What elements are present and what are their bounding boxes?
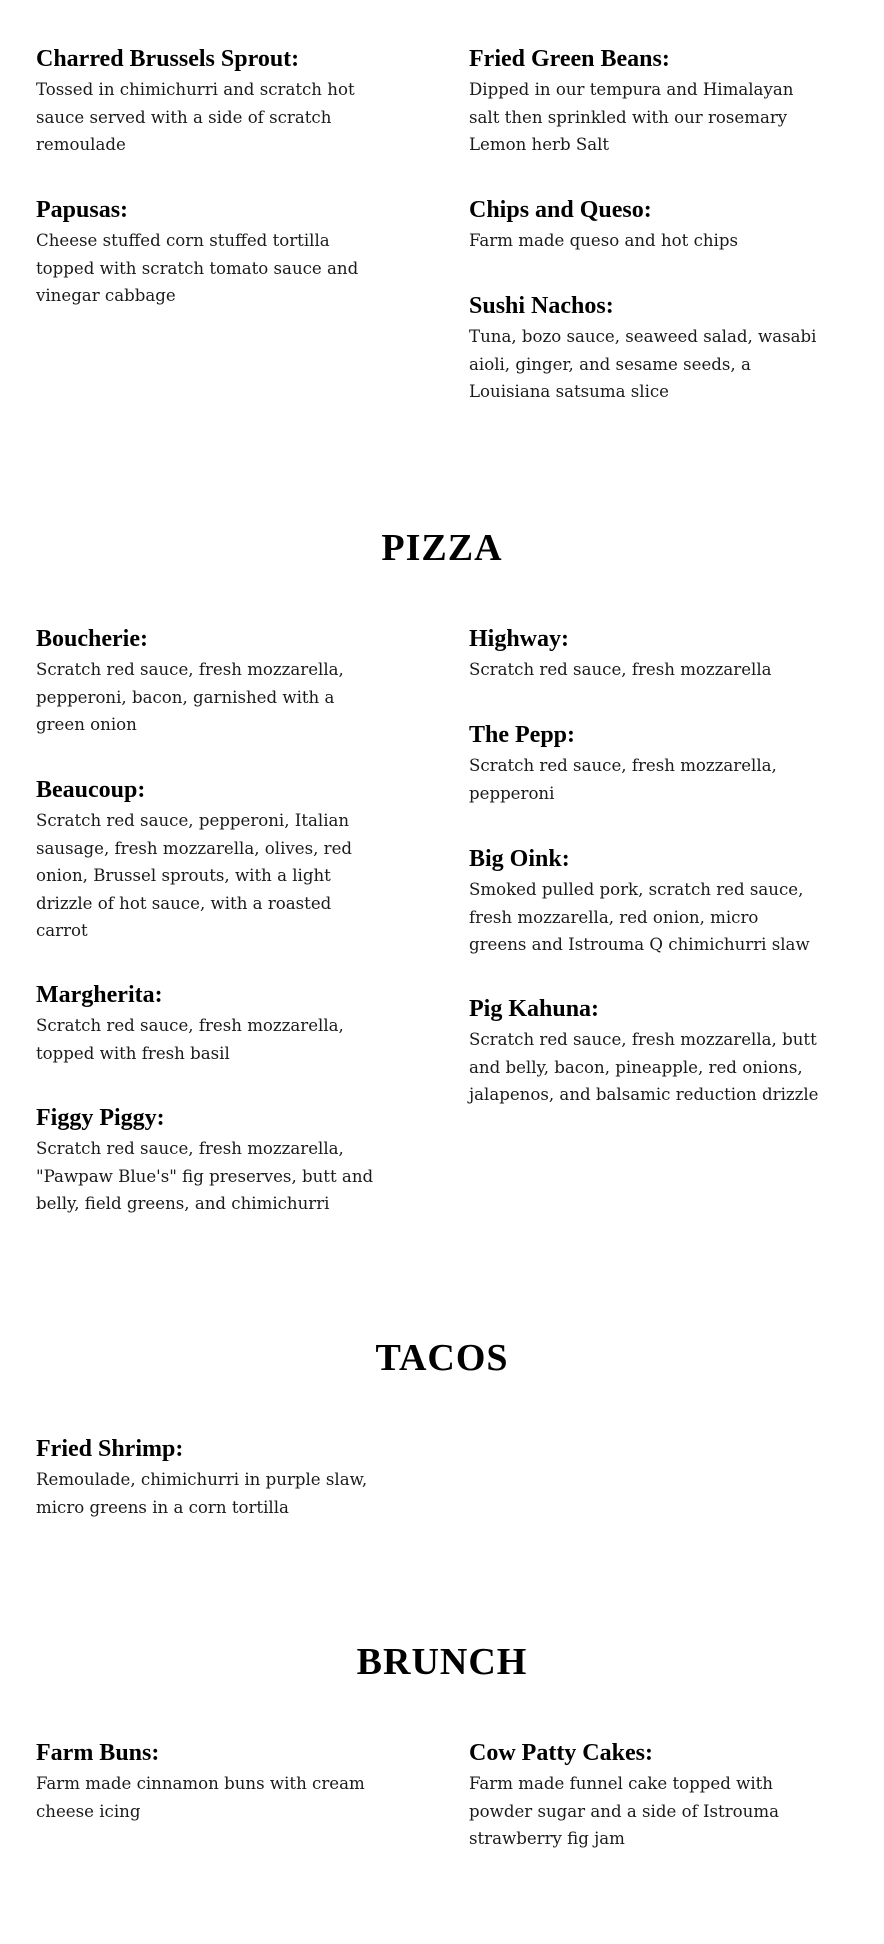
item-description: Scratch red sauce, fresh mozzarella, "Pawpaw Blue's" fig preserves, butt and belly, field greens, and chimichurri [36,1139,374,1213]
menu-item-big-oink [469,844,819,959]
item-description: Cheese stuffed corn stuffed tortilla topped with scratch tomato sauce and vinegar cabbage [36,231,359,305]
item-description: Scratch red sauce, fresh mozzarella, pepperoni, bacon, garnished with a green onion [36,660,344,734]
menu-item-boucherie [36,624,376,739]
menu-item-figgy-piggy [36,1103,376,1218]
menu-item-papusas [36,195,376,310]
item-description: Tossed in chimichurri and scratch hot sauce served with a side of scratch remoulade [36,80,355,154]
menu-item-farm-buns [36,1738,376,1825]
item-name: Cow Patty Cakes: [469,1740,653,1766]
item-name: Margherita: [36,982,163,1008]
menu-item-margherita [36,980,376,1067]
item-description: Smoked pulled pork, scratch red sauce, fresh mozzarella, red onion, micro greens and Istrouma Q chimichurri slaw [469,880,810,954]
section-title-brunch: BRUNCH [356,1641,528,1683]
section-title-pizza: PIZZA [381,527,503,569]
item-name: Papusas: [36,197,129,223]
menu-item-fried-shrimp [36,1434,376,1521]
item-name: Pig Kahuna: [469,996,600,1022]
menu-item-chips-and-queso [469,195,819,255]
item-name: Boucherie: [36,626,148,652]
item-name: Beaucoup: [36,777,146,803]
item-name: Big Oink: [469,846,570,872]
item-description: Scratch red sauce, pepperoni, Italian sausage, fresh mozzarella, olives, red onion, Brussel sprouts, with a light drizzle of hot sauce, with a roasted carrot [36,811,353,940]
item-description: Farm made cinnamon buns with cream cheese icing [36,1774,365,1821]
menu-item-charred-brussels-sprout [36,44,376,159]
menu-item-the-pepp [469,720,819,807]
item-description: Scratch red sauce, fresh mozzarella, butt and belly, bacon, pineapple, red onions, jalapenos, and balsamic reduction drizzle [469,1030,819,1104]
menu-item-beaucoup [36,775,376,945]
item-description: Dipped in our tempura and Himalayan salt then sprinkled with our rosemary Lemon herb Salt [469,80,794,154]
menu-item-highway [469,624,819,684]
item-name: Highway: [469,626,570,652]
item-description: Tuna, bozo sauce, seaweed salad, wasabi aioli, ginger, and sesame seeds, a Louisiana satsuma slice [469,327,817,401]
item-description: Remoulade, chimichurri in purple slaw, micro greens in a corn tortilla [36,1470,368,1517]
item-description: Scratch red sauce, fresh mozzarella, pepperoni [469,756,777,803]
menu-item-fried-green-beans [469,44,819,159]
item-description: Scratch red sauce, fresh mozzarella, topped with fresh basil [36,1016,344,1063]
menu-item-pig-kahuna [469,994,819,1109]
item-name: Fried Shrimp: [36,1436,184,1462]
section-title-tacos: TACOS [375,1337,509,1379]
item-name: Fried Green Beans: [469,46,670,72]
item-name: Sushi Nachos: [469,293,614,319]
item-description: Farm made queso and hot chips [469,231,738,250]
item-name: The Pepp: [469,722,576,748]
menu-item-cow-patty-cakes [469,1738,819,1853]
item-name: Farm Buns: [36,1740,160,1766]
item-name: Charred Brussels Sprout: [36,46,300,72]
item-name: Figgy Piggy: [36,1105,165,1131]
item-name: Chips and Queso: [469,197,652,223]
menu-item-sushi-nachos [469,291,819,406]
item-description: Farm made funnel cake topped with powder sugar and a side of Istrouma strawberry fig jam [469,1774,779,1848]
item-description: Scratch red sauce, fresh mozzarella [469,660,772,679]
